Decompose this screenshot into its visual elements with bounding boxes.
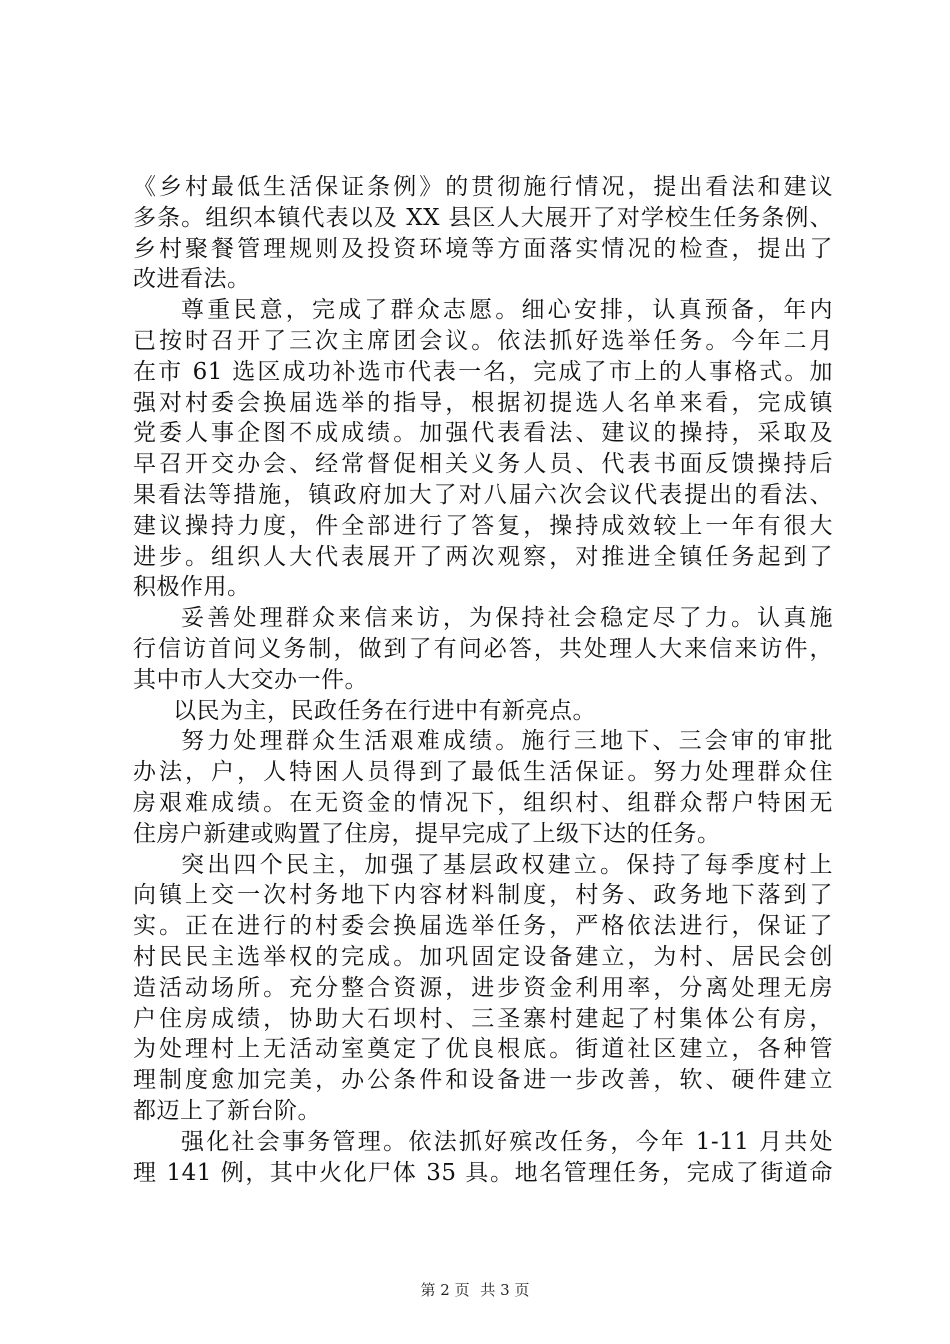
text-line: 为处理村上无活动室奠定了优良根底。街道社区建立，各种管 bbox=[133, 1036, 833, 1063]
page-total: 共 3 页 bbox=[480, 1281, 530, 1299]
text-line: 住房户新建或购置了住房，提早完成了上级下达的任务。 bbox=[133, 820, 721, 847]
paragraph-start-line: 努力处理群众生活艰难成绩。施行三地下、三会审的审批 bbox=[181, 728, 833, 755]
text-line: 办法，户，人特困人员得到了最低生活保证。努力处理群众住 bbox=[133, 759, 833, 786]
text-line: 改进看法。 bbox=[133, 266, 251, 293]
body-text bbox=[133, 172, 833, 1188]
text-line: 村民民主选举权的完成。加巩固定设备建立，为村、居民会创 bbox=[133, 943, 833, 970]
text-line: 实。正在进行的村委会换届选举任务，严格依法进行，保证了 bbox=[133, 913, 833, 940]
page-number: 第 2 页 bbox=[420, 1281, 470, 1299]
text-line: 户住房成绩，协助大石坝村、三圣寨村建起了村集体公有房， bbox=[133, 1005, 833, 1032]
text-line: 积极作用。 bbox=[133, 574, 251, 601]
text-line: 多条。组织本镇代表以及 XX 县区人大展开了对学校生任务条例、 bbox=[133, 204, 833, 231]
text-line: 向镇上交一次村务地下内容材料制度，村务、政务地下落到了 bbox=[133, 882, 833, 909]
text-line: 造活动场所。充分整合资源，进步资金利用率，分离处理无房 bbox=[133, 974, 833, 1001]
section-heading-line: 以民为主，民政任务在行进中有新亮点。 bbox=[173, 697, 596, 724]
paragraph-start-line: 尊重民意，完成了群众志愿。细心安排，认真预备，年内 bbox=[181, 297, 833, 324]
text-line: 乡村聚餐管理规则及投资环境等方面落实情况的检查，提出了 bbox=[133, 235, 833, 262]
page-footer bbox=[0, 1279, 950, 1300]
text-line: 进步。组织人大代表展开了两次观察，对推进全镇任务起到了 bbox=[133, 543, 833, 570]
text-line: 已按时召开了三次主席团会议。依法抓好选举任务。今年二月 bbox=[133, 327, 833, 354]
text-line: 建议操持力度，件全部进行了答复，操持成效较上一年有很大 bbox=[133, 512, 833, 539]
paragraph-start-line: 妥善处理群众来信来访，为保持社会稳定尽了力。认真施 bbox=[181, 605, 833, 632]
text-line: 理 141 例，其中火化尸体 35 具。地名管理任务，完成了街道命 bbox=[133, 1159, 833, 1186]
paragraph-start-line: 突出四个民主，加强了基层政权建立。保持了每季度村上 bbox=[181, 851, 833, 878]
text-line: 理制度愈加完美，办公条件和设备进一步改善，软、硬件建立 bbox=[133, 1067, 833, 1094]
text-line: 党委人事企图不成成绩。加强代表看法、建议的操持，采取及 bbox=[133, 420, 833, 447]
text-line: 都迈上了新台阶。 bbox=[133, 1097, 321, 1124]
paragraph-start-line: 强化社会事务管理。依法抓好殡改任务，今年 1-11 月共处 bbox=[181, 1128, 833, 1155]
text-line: 房艰难成绩。在无资金的情况下，组织村、组群众帮户特困无 bbox=[133, 789, 833, 816]
text-line: 果看法等措施，镇政府加大了对八届六次会议代表提出的看法、 bbox=[133, 481, 833, 508]
text-line: 其中市人大交办一件。 bbox=[133, 666, 368, 693]
text-line: 在市 61 选区成功补选市代表一名，完成了市上的人事格式。加 bbox=[133, 358, 833, 385]
text-line: 强对村委会换届选举的指导，根据初提选人名单来看，完成镇 bbox=[133, 389, 833, 416]
text-line: 《乡村最低生活保证条例》的贯彻施行情况，提出看法和建议 bbox=[133, 174, 833, 200]
text-line: 行信访首问义务制，做到了有问必答，共处理人大来信来访件， bbox=[133, 635, 833, 662]
text-line: 早召开交办会、经常督促相关义务人员、代表书面反馈操持后 bbox=[133, 451, 833, 478]
